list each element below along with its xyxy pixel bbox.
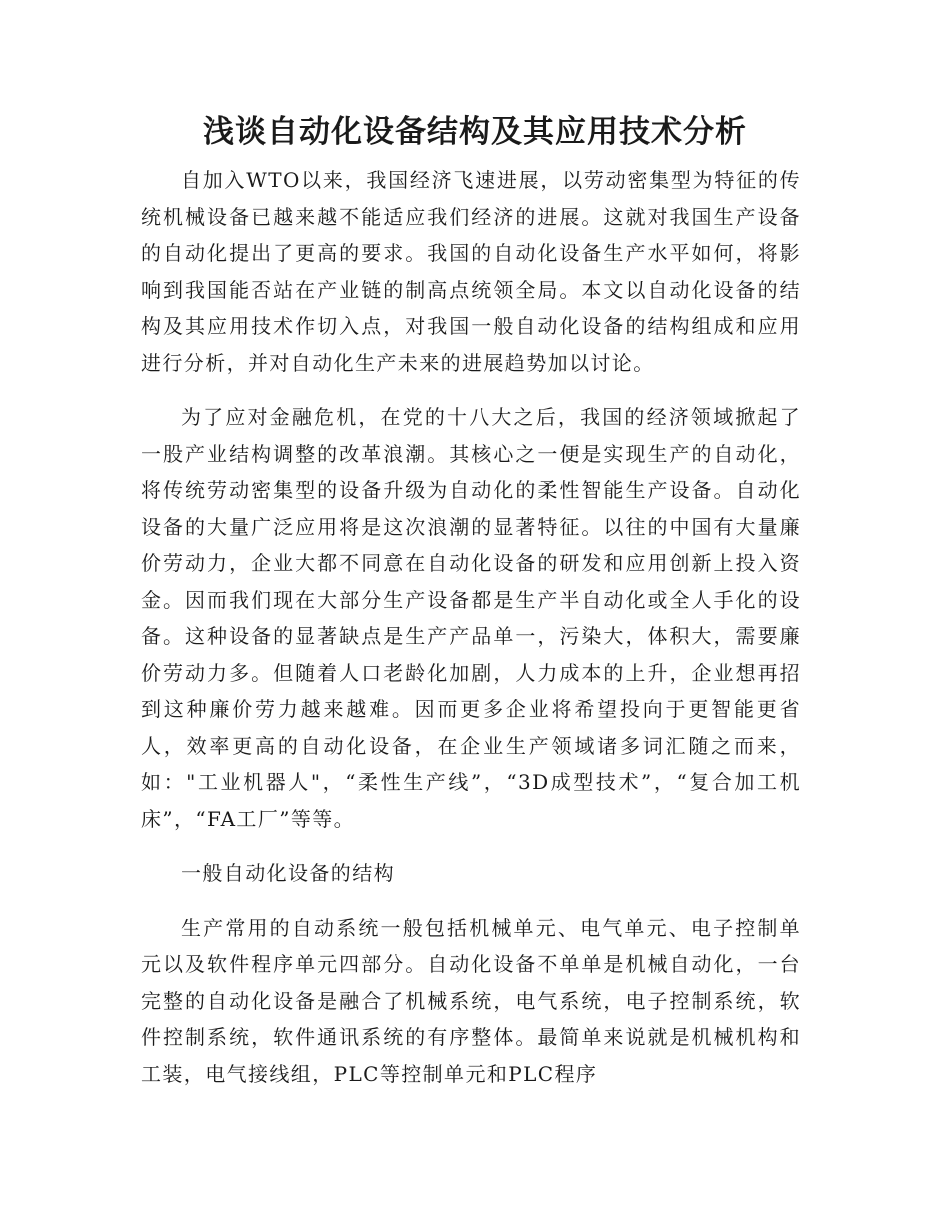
paragraph-background: 为了应对金融危机，在党的十八大之后，我国的经济领域掀起了一股产业结构调整的改革浪潮。其核心之一便是实现生产的自动化，将传统劳动密集型的设备升级为自动化的柔性智能生产设备。自动化设备的大量广泛应用将是这次浪潮的显著特征。以往的中国有大量廉价劳动力，企业大都不同意在自动化设备的研发和应用创新上投入资金。因而我们现在大部分生产设备都是生产半自动化或全人手化的设备。这种设备的显著缺点是生产产品单一，污染大，体积大，需要廉价劳动力多。但随着人口老龄化加剧，人力成本的上升，企业想再招到这种廉价劳力越来越难。因而更多企业将希望投向于更智能更省人，效率更高的自动化设备，在企业生产领域诸多词汇随之而来，如："工业机器人"，“柔性生产线”，“3D成型技术”，“复合加工机床”，“FA工厂”等等。 bbox=[141, 405, 801, 831]
section-heading: 一般自动化设备的结构 bbox=[181, 861, 395, 885]
paragraph-structure: 生产常用的自动系统一般包括机械单元、电气单元、电子控制单元以及软件程序单元四部分。自动化设备不单单是机械自动化，一台完整的自动化设备是融合了机械系统，电气系统，电子控制系统，软件控制系统，软件通讯系统的有序整体。最简单来说就是机械机构和工装，电气接线组，PLC等控制单元和PLC程序 bbox=[141, 915, 801, 1086]
paragraph-intro: 自加入WTO以来，我国经济飞速进展，以劳动密集型为特征的传统机械设备已越来越不能适应我们经济的进展。这就对我国生产设备的自动化提出了更高的要求。我国的自动化设备生产水平如何，将影响到我国能否站在产业链的制高点统领全局。本文以自动化设备的结构及其应用技术作切入点，对我国一般自动化设备的结构组成和应用进行分析，并对自动化生产未来的进展趋势加以讨论。 bbox=[141, 168, 801, 375]
document-title: 浅谈自动化设备结构及其应用技术分析 bbox=[203, 114, 747, 150]
document-body bbox=[141, 162, 801, 1110]
